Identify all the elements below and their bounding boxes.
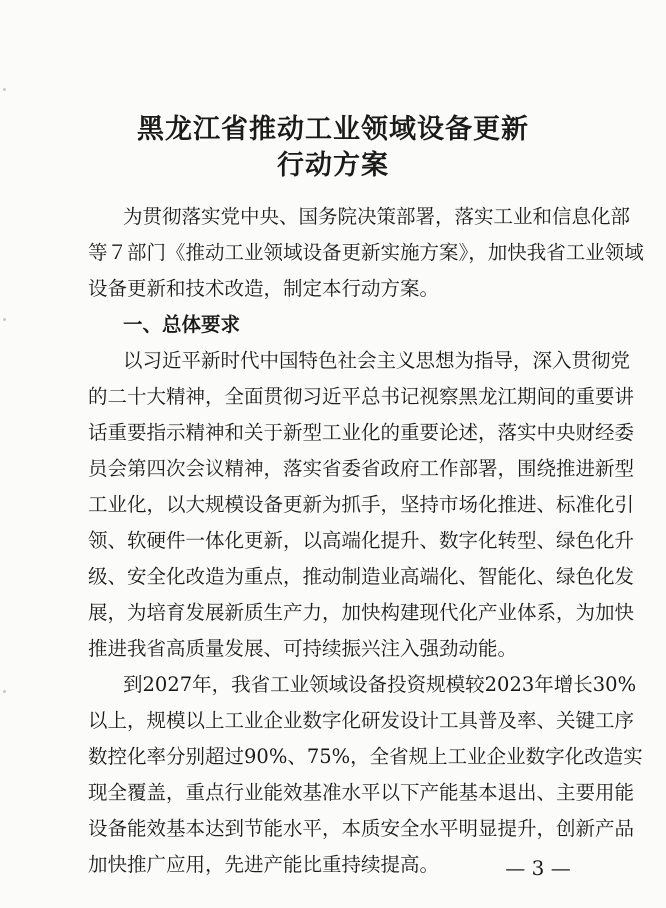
paragraph-2-line-1: 到2027年，我省工业领域设备投资规模较2023年增长30% [123, 673, 637, 696]
intro-line-3: 设备更新和技术改造，制定本行动方案。 [88, 277, 440, 300]
paragraph-2-line-5: 设备能效基本达到节能水平，本质安全水平明显提升，创新产品 [88, 817, 635, 840]
paragraph-1-line-1: 以习近平新时代中国特色社会主义思想为指导，深入贯彻党 [123, 349, 631, 372]
document-title-line-2: 行动方案 [277, 150, 389, 181]
section-heading: 一、总体要求 [123, 313, 241, 336]
paragraph-2-line-3: 数控化率分别超过90%、75%，全省规上工业企业数字化改造实 [88, 745, 643, 768]
paragraph-1-line-7: 级、安全化改造为重点，推动制造业高端化、智能化、绿色化发 [88, 565, 635, 588]
paragraph-1-line-9: 推进我省高质量发展、可持续振兴注入强劲动能。 [88, 637, 518, 660]
paragraph-1-line-6: 领、软硬件一体化更新，以高端化提升、数字化转型、绿色化升 [88, 529, 635, 552]
intro-line-2: 等７部门《推动工业领域设备更新实施方案》，加快我省工业领域 [88, 241, 644, 264]
document-title-line-1: 黑龙江省推动工业领域设备更新 [137, 114, 529, 145]
paragraph-1-line-3: 话重要指示精神和关于新型工业化的重要论述，落实中央财经委 [88, 421, 635, 444]
intro-line-1: 为贯彻落实党中央、国务院决策部署，落实工业和信息化部 [123, 205, 631, 228]
margin-mark [3, 690, 6, 693]
paragraph-2-line-4: 现全覆盖，重点行业能效基准水平以下产能基本退出、主要用能 [88, 781, 635, 804]
paragraph-2-line-2: 以上，规模以上工业企业数字化研发设计工具普及率、关键工序 [88, 709, 635, 732]
paragraph-1-line-4: 员会第四次会议精神，落实省委省政府工作部署，围绕推进新型 [88, 457, 635, 480]
page-number: — 3 — [505, 856, 571, 880]
paragraph-2-line-6: 加快推广应用，先进产能比重持续提高。 [88, 853, 440, 876]
paragraph-1-line-5: 工业化，以大规模设备更新为抓手，坚持市场化推进、标准化引 [88, 493, 635, 516]
margin-mark [3, 88, 6, 91]
margin-mark [3, 318, 6, 321]
paragraph-1-line-2: 的二十大精神，全面贯彻习近平总书记视察黑龙江期间的重要讲 [88, 385, 635, 408]
paragraph-1-line-8: 展，为培育发展新质生产力，加快构建现代化产业体系，为加快 [88, 601, 635, 624]
